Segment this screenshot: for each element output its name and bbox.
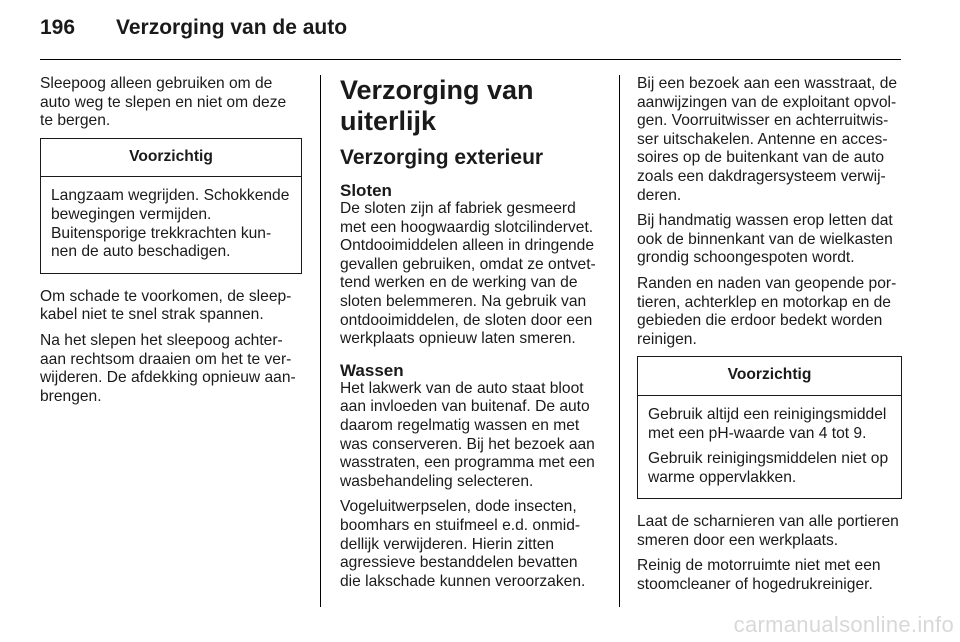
warning-title: Voorzichtig <box>41 139 301 178</box>
warning-body <box>41 177 301 272</box>
paragraph-washing-2: Vogeluitwerpselen, dode insecten, boomhars en stuifmeel e.d. onmiddellijk verwijderen. Hierin zitten agressieve bestanddelen bevatten die lakschade kunnen veroorzaken. <box>340 498 586 590</box>
paragraph-remove-eye: Na het slepen het sleepoog achteraan rechtsom draaien om het te verwijderen. De afdekking opnieuw aanbrengen. <box>40 331 296 405</box>
warning-text-surfaces: Gebruik reinigingsmiddelen niet op warme oppervlakken. <box>648 450 889 486</box>
page-header <box>40 16 900 56</box>
chapter-title: Verzorging van de auto <box>116 16 348 39</box>
column-divider-right <box>619 75 620 607</box>
header-rule <box>40 59 901 60</box>
paragraph-hand-wash: Bij handmatig wassen erop letten dat ook de binnenkant van de wielkasten grondig schoongespoten wordt. <box>637 212 893 267</box>
paragraph-washing-1: Het lakwerk van de auto staat bloot aan invloeden van buitenaf. De auto daarom regelmatig wassen en met was conserveren. Bij het bezoek aan wasstraten, een programma met een wasbehandeling selecteren. <box>340 379 595 490</box>
warning-title: Voorzichtig <box>638 357 901 396</box>
warning-box <box>637 356 902 499</box>
subsection-title: Verzorging exterieur <box>340 146 544 169</box>
paragraph-engine-bay: Reinig de motorruimte niet met een stoomcleaner of hogedrukreiniger. <box>637 557 881 594</box>
heading-locks: Sloten <box>340 181 392 200</box>
paragraph-tow-cable: Om schade te voorkomen, de sleepkabel niet te snel strak spannen. <box>40 287 292 324</box>
paragraph-hinges: Laat de scharnieren van alle portieren smeren door een werkplaats. <box>637 513 899 549</box>
heading-washing: Wassen <box>340 360 404 380</box>
watermark: carmanualsonline.info <box>733 612 954 637</box>
paragraph-towing-eye: Sleepoog alleen gebruiken om de auto weg te slepen en niet om deze te bergen. <box>40 75 287 130</box>
warning-box <box>40 138 302 274</box>
paragraph-locks: De sloten zijn af fabriek gesmeerd met een hoogwaardig slotcilindervet. Ontdooimiddelen alleen in dringende gevallen gebruiken, omdat ze ontvettend werken en de werking van de sloten belemmeren. Na gebruik van ontdooimiddelen, de sloten door een werkplaats opnieuw laten smeren. <box>340 200 596 348</box>
warning-text: Langzaam wegrijden. Schokkende bewegingen vermijden. Buitensporige trekkrachten kunnen de auto beschadigen. <box>51 187 290 261</box>
column-right <box>637 75 902 602</box>
section-title: Verzorging van uiterlijk <box>340 75 534 136</box>
warning-body <box>638 396 901 498</box>
column-left <box>40 75 302 413</box>
column-divider-left <box>320 75 321 607</box>
paragraph-edges: Randen en naden van geopende portieren, achterklep en motorkap en de gebieden die erdoor bedekt worden reinigen. <box>637 274 897 348</box>
paragraph-car-wash: Bij een bezoek aan een wasstraat, de aanwijzingen van de exploitant opvolgen. Voorruitwisser en achterruitwisser uitschakelen. Antenne en accessoires op de buitenkant van de auto zoals een dakdragersysteem verwijderen. <box>637 75 898 204</box>
column-middle <box>340 75 602 598</box>
warning-text-ph: Gebruik altijd een reinigingsmiddel met een pH-waarde van 4 tot 9. <box>648 405 887 442</box>
page-number: 196 <box>40 16 76 39</box>
